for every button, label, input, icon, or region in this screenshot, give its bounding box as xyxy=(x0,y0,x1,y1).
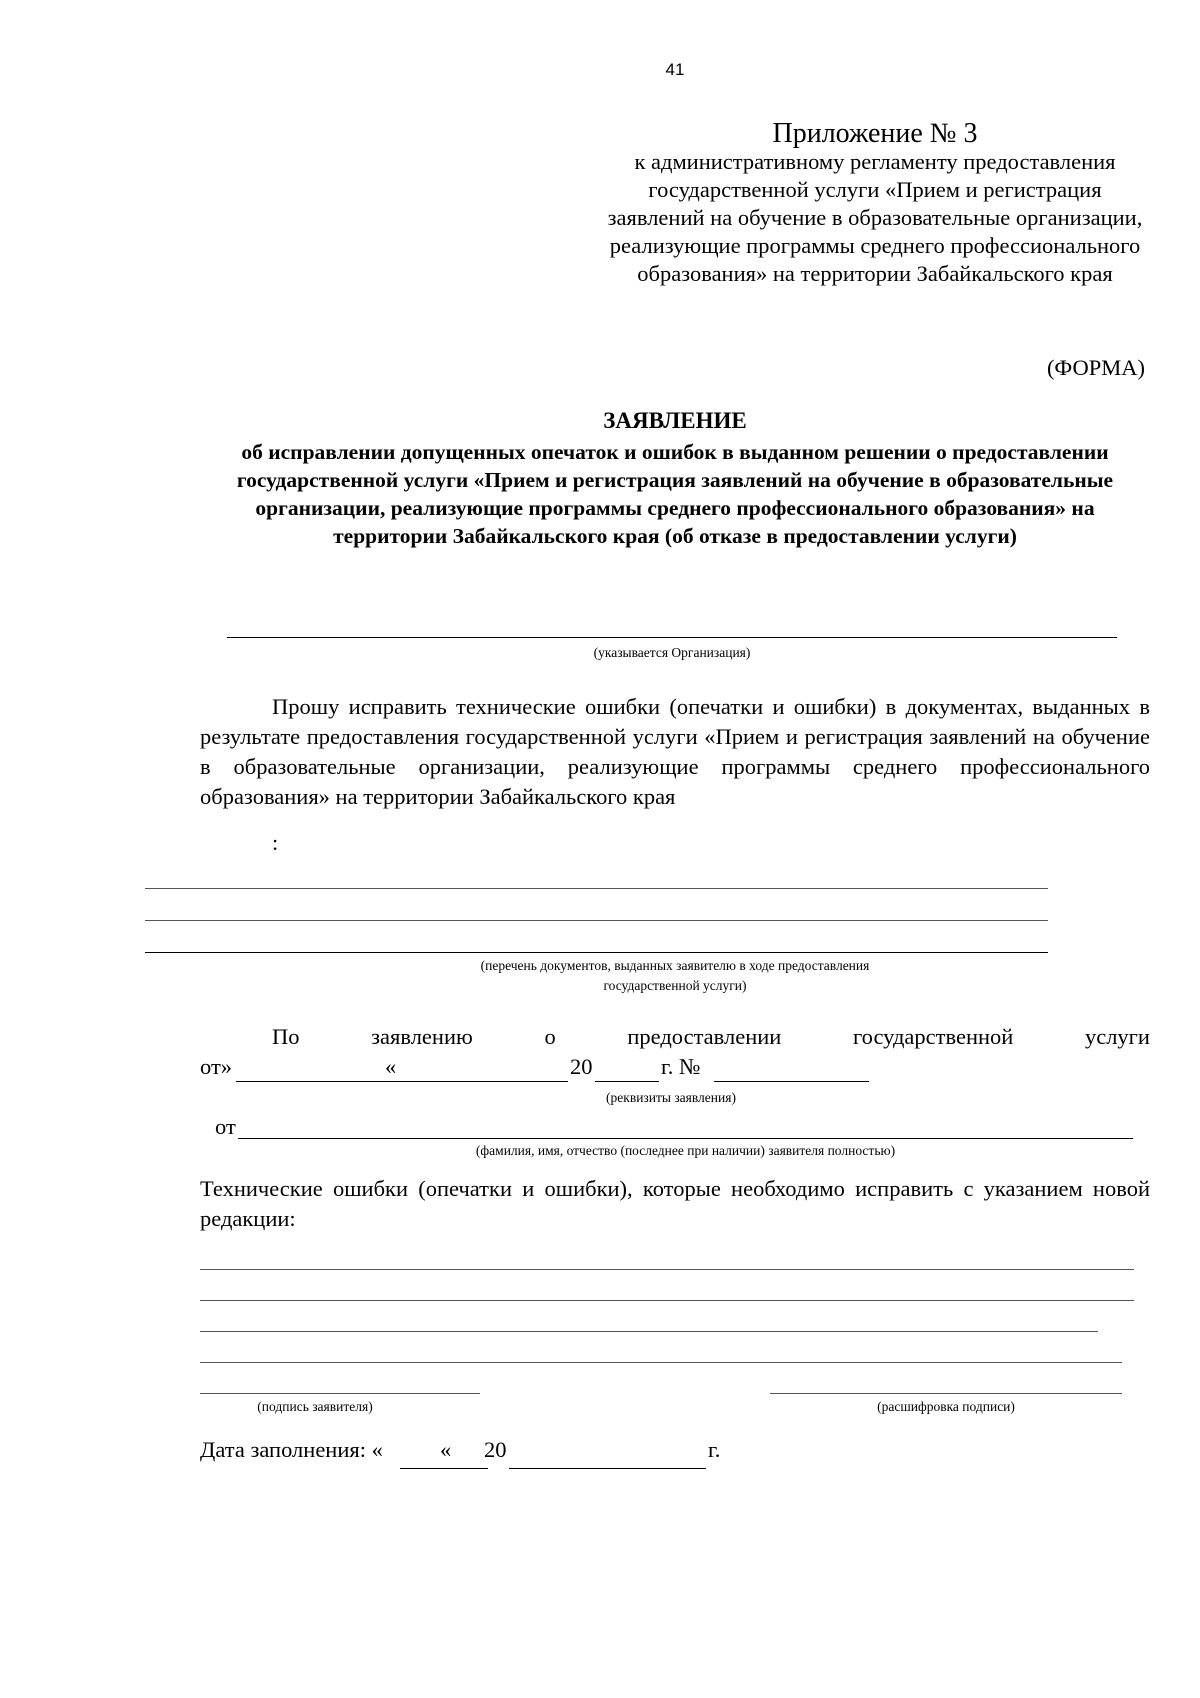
po-word: о xyxy=(544,1024,556,1049)
appendix-title: Приложение № 3 xyxy=(772,118,978,149)
documents-caption-1: (перечень документов, выданных заявителю в ходе предоставления xyxy=(480,958,870,973)
statement-title: ЗАЯВЛЕНИЕ xyxy=(603,408,747,433)
documents-line-2[interactable] xyxy=(145,920,1048,921)
decoding-line[interactable] xyxy=(770,1393,1122,1394)
fill-date-field[interactable] xyxy=(400,1468,488,1469)
organization-caption: (указывается Организация) xyxy=(593,645,751,660)
po-word: заявлению xyxy=(371,1024,473,1049)
po-word: предоставлении xyxy=(627,1024,782,1049)
errors-text: Технические ошибки (опечатки и ошибки), которые необходимо исправить с указанием новой редакции: xyxy=(200,1176,1150,1231)
req-caption: (реквизиты заявления) xyxy=(606,1090,736,1105)
page-number: 41 xyxy=(665,60,685,79)
po-word: По xyxy=(272,1024,300,1049)
fill-date-label: Дата заполнения: « xyxy=(200,1437,383,1462)
req-ot-label: от» xyxy=(200,1054,233,1079)
documents-caption-2: государственной услуги) xyxy=(603,978,747,993)
req-number-label: г. № xyxy=(661,1054,701,1079)
fill-date-quote: « xyxy=(440,1437,452,1462)
colon-mark: : xyxy=(272,830,279,855)
signature-line[interactable] xyxy=(200,1393,480,1394)
documents-line-1[interactable] xyxy=(145,888,1048,889)
decoding-caption: (расшифровка подписи) xyxy=(877,1399,1015,1414)
req-number-field[interactable] xyxy=(714,1081,869,1082)
applicant-caption: (фамилия, имя, отчество (последнее при наличии) заявителя полностью) xyxy=(475,1143,896,1158)
req-date-field[interactable] xyxy=(236,1081,568,1082)
req-quote-mark: « xyxy=(385,1054,397,1079)
corrections-line-2[interactable] xyxy=(200,1300,1134,1301)
req-year-prefix: 20 xyxy=(570,1054,593,1079)
req-year-field[interactable] xyxy=(595,1081,659,1082)
po-word: услуги xyxy=(1084,1024,1150,1049)
organization-line[interactable] xyxy=(227,637,1117,638)
documents-line-3[interactable] xyxy=(145,952,1048,953)
forma-label: (ФОРМА) xyxy=(1046,355,1145,380)
applicant-name-field[interactable] xyxy=(238,1138,1133,1139)
corrections-line-4[interactable] xyxy=(200,1362,1122,1363)
request-paragraph: Прошу исправить технические ошибки (опечатки и ошибки) в документах, выданных в результате предоставления государственной услуги «Прием и регистрация заявлений на обучение в образовательные организации, реализующие программы среднего профессионального образования» на территории Забайкальского края xyxy=(200,694,1150,809)
corrections-line-1[interactable] xyxy=(200,1269,1134,1270)
fill-date-year-field[interactable] xyxy=(509,1468,706,1469)
po-word: государственной xyxy=(852,1024,1014,1049)
fill-date-g: г. xyxy=(708,1437,721,1462)
from-ot-label: от xyxy=(215,1114,236,1139)
fill-date-year-prefix: 20 xyxy=(484,1437,507,1462)
appendix-subtitle: к административному регламенту предоставления государственной услуги «Прием и регистрация заявлений на обучение в образовательные организации, реализующие программы среднего профессионального образования» на территории Забайкальского края xyxy=(607,149,1143,286)
statement-subtitle: об исправлении допущенных опечаток и ошибок в выданном решении о предоставлении государственной услуги «Прием и регистрация заявлений на обучение в образовательные организации, реализующие программы среднего профессионального образования» на территории Забайкальского края (об отказе в предоставлении услуги) xyxy=(236,440,1114,548)
po-line xyxy=(200,1024,1150,1050)
signature-caption: (подпись заявителя) xyxy=(257,1399,373,1414)
corrections-line-3[interactable] xyxy=(200,1331,1098,1332)
